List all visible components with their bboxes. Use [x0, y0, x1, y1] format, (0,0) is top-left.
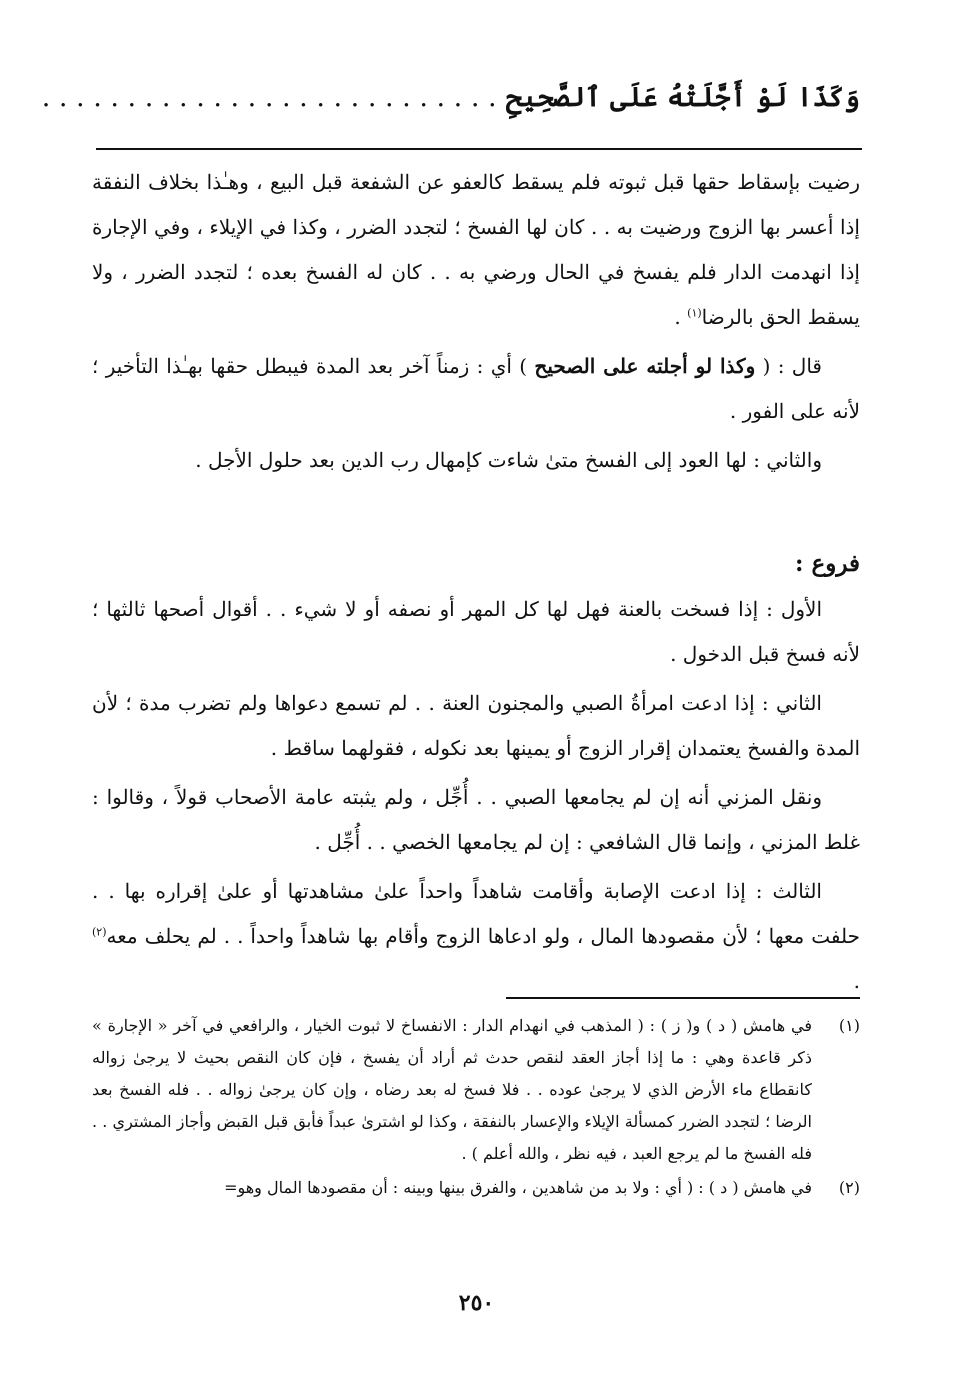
section-heading: فروع : [794, 550, 860, 577]
paragraph-text: رضيت بإسقاط حقها قبل ثبوته فلم يسقط كالعفو عن الشفعة قبل البيع ، وهـٰذا بخلاف النفقة إذا أعسر بها الزوج ورضيت به . . كان لها الفسخ ؛ لتجدد الضرر ، وكذا في الإيلاء ، وفي الإجارة إذا انهدمت الدار فلم يفسخ في الحال ورضي به . . كان له الفسخ بعده ؛ لتجدد الضرر ، ولا يسقط الحق بالرضا [92, 170, 860, 329]
footnote-rule [506, 997, 860, 999]
footnote-number: (٢) [838, 1178, 860, 1197]
matn-quote: وكذا لو أجلته على الصحيح [534, 354, 756, 378]
header-rule [96, 148, 862, 150]
page-number: ٢٥٠ [458, 1290, 495, 1316]
footnote-text: في هامش ( د ) و( ز ) : ( المذهب في انهدام الدار : الانفساخ لا ثبوت الخيار ، والرافعي في آخر « الإجارة » ذكر قاعدة وهي : ما إذا أجاز العقد لنقص حدث ثم أراد أن يفسخ ، فإن كان النقص بحيث لا يرجىٰ زواله كانقطاع ماء الأرض الذي لا يرجىٰ عوده . . فلا فسخ له بعد رضاه ، وإن كان يرجىٰ زواله . . فله الفسخ بعد الرضا ؛ لتجدد الضرر كمسألة الإيلاء والإعسار بالنفقة ، وكذا لو اشترىٰ عبداً فأبق قبل القبض وأجاز المشتري . . فله الفسخ ما لم يرجع العبد ، فيه نظر ، والله أعلم ) . [92, 1016, 812, 1163]
paragraph-continuation [92, 160, 860, 340]
branch-third-text: الثالث : إذا ادعت الإصابة وأقامت شاهداً واحداً علىٰ مشاهدتها أو علىٰ إقراره بها . . حلفت معها ؛ لأن مقصودها المال ، ولو ادعاها الزوج وأقام بها شاهداً واحداً . . لم يحلف معه [92, 879, 860, 948]
main-text [92, 160, 860, 1004]
footnote-ref-2: (٢) [92, 925, 107, 939]
branch-first: الأول : إذا فسخت بالعنة فهل لها كل المهر أو نصفه أو لا شيء . . أقوال أصحها ثالثها ؛ لأنه فسخ قبل الدخول . [92, 597, 860, 666]
matn-intro: قال : ( [755, 354, 822, 378]
header-dots: . . . . . . . . . . . . . . . . . . . . . . . . . . . [41, 82, 497, 113]
branch-second-continued: ونقل المزني أنه إن لم يجامعها الصبي . . أُجِّل ، ولم يثبته عامة الأصحاب قولاً ، وقالوا : غلط المزني ، وإنما قال الشافعي : إن لم يجامعها الخصي . . أُجِّل . [92, 785, 860, 854]
running-header [41, 82, 860, 113]
footnote-number: (١) [838, 1016, 860, 1035]
paragraph-second-view: والثاني : لها العود إلى الفسخ متىٰ شاءت كإمهال رب الدين بعد حلول الأجل . [195, 448, 822, 472]
footnote-1 [92, 1010, 860, 1170]
branch-third-end: . [853, 969, 860, 993]
footnote-ref-1: (١) [687, 306, 702, 320]
header-title: وَكَذَا لَوْ أَجَّلَتْهُ عَلَى ٱلصَّحِيحِ [505, 82, 860, 113]
matn-commentary: ) أي : زمناً آخر بعد المدة فيبطل حقها بهـٰذا التأخير ؛ لأنه على الفور . [92, 354, 860, 423]
footnote-text: في هامش ( د ) : ( أي : ولا بد من شاهدين ، والفرق بينها وبينه : أن مقصودها المال وهو= [224, 1178, 812, 1197]
branch-third [92, 869, 860, 1004]
paragraph-matn [92, 344, 860, 434]
paragraph-end: . [674, 305, 688, 329]
branch-second: الثاني : إذا ادعت امرأةُ الصبي والمجنون العنة . . لم تسمع دعواها ولم تضرب مدة ؛ لأن المدة والفسخ يعتمدان إقرار الزوج أو يمينها بعد نكوله ، فقولهما ساقط . [92, 691, 860, 760]
footnotes [92, 1010, 860, 1206]
footnote-2 [92, 1172, 860, 1204]
